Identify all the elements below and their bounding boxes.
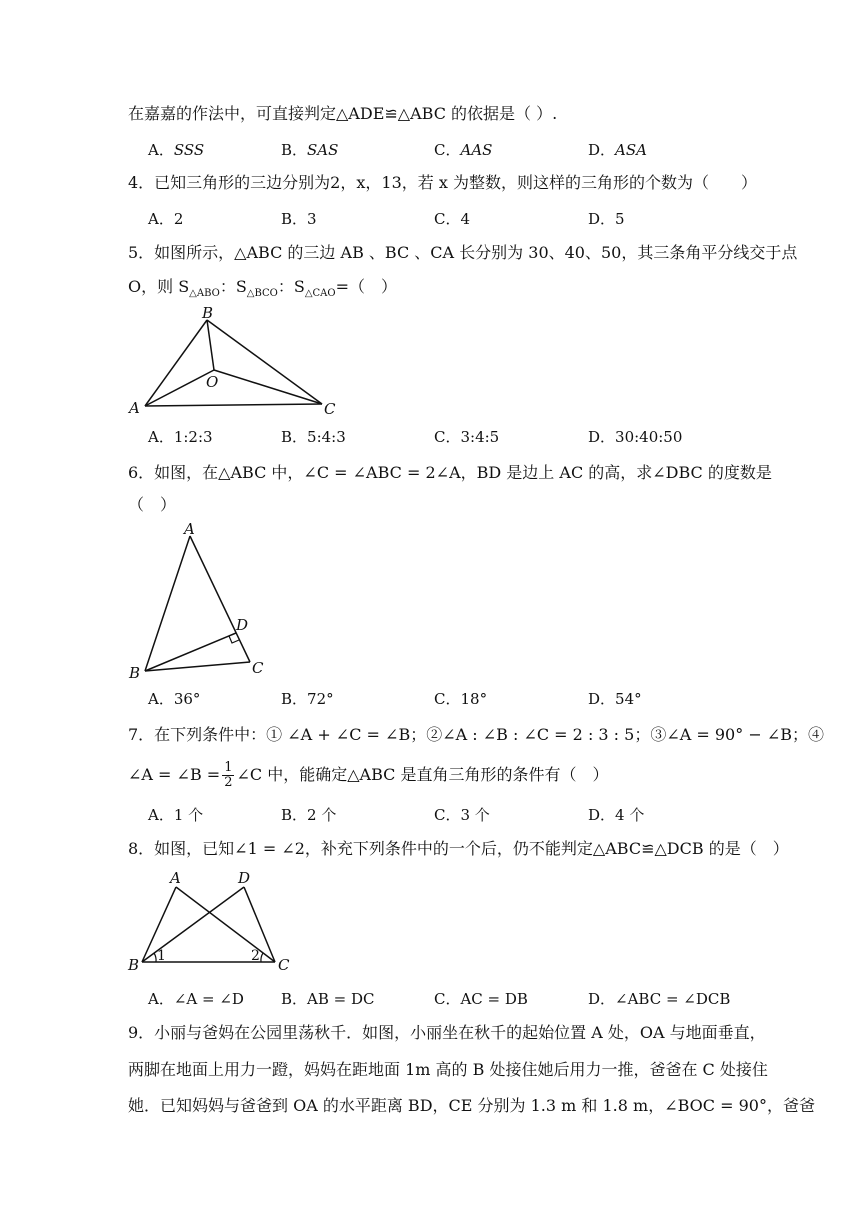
question-7-line-2: ∠A = ∠B = $\frac{1}{2}$ ∠C 中，能确定△ABC 是直角三角形的条件有（ ） — [128, 760, 609, 790]
question-5-line-1: 5．如图所示，△ABC 的三边 AB 、BC 、CA 长分别为 30、40、50，其三条角平分线交于点 — [128, 243, 798, 262]
label-c: C — [252, 659, 264, 677]
question-9-line-3: 她．已知妈妈与爸爸到 OA 的水平距离 BD，CE 分别为 1.3 m 和 1.8 m，∠BOC = 90°，爸爸 — [128, 1096, 815, 1115]
option-a: A．SSS — [148, 141, 205, 159]
side-ab — [145, 536, 190, 671]
label-angle-2: 2 — [251, 948, 260, 964]
option-c: C．3:4:5 — [434, 428, 500, 446]
option-c: C．AAS — [434, 141, 493, 159]
question-6-line-1: 6．如图，在△ABC 中，∠C = ∠ABC = 2∠A，BD 是边上 AC 的高，求∠DBC 的度数是 — [128, 463, 772, 482]
label-o: O — [206, 373, 219, 391]
option-c: C．18° — [434, 690, 488, 708]
question-4-text: 4．已知三角形的三边分别为2，x，13，若 x 为整数，则这样的三角形的个数为（ ） — [128, 173, 757, 192]
option-d: D．∠ABC = ∠DCB — [588, 990, 731, 1008]
option-b: B．72° — [281, 690, 334, 708]
label-d: D — [236, 616, 249, 634]
altitude-bd — [145, 633, 236, 671]
option-c: C．4 — [434, 210, 471, 228]
option-b: B．5:4:3 — [281, 428, 346, 446]
option-b: B．AB = DC — [281, 990, 375, 1008]
option-d: D．4 个 — [588, 806, 645, 824]
label-b: B — [128, 956, 140, 974]
side-bc — [207, 320, 322, 404]
question-8-options — [148, 988, 788, 1010]
option-b: B．SAS — [281, 141, 339, 159]
label-angle-1: 1 — [157, 948, 166, 964]
label-c: C — [324, 400, 336, 418]
intro-question-line: 在嘉嘉的作法中，可直接判定△ADE≌△ABC 的依据是（ ）. — [128, 104, 558, 123]
option-d: D．5 — [588, 210, 625, 228]
question-9-line-1: 9．小丽与爸妈在公园里荡秋千．如图，小丽坐在秋千的起始位置 A 处，OA 与地面垂直， — [128, 1023, 766, 1042]
label-b: B — [129, 664, 141, 682]
question-4-options — [148, 208, 788, 230]
option-d: D．54° — [588, 690, 642, 708]
question-5-options — [148, 426, 788, 448]
fraction-one-half: $\frac{1}{2}$ — [224, 760, 233, 790]
option-a: A．2 — [148, 210, 184, 228]
bisector-co — [214, 370, 322, 404]
bisector-ao — [145, 370, 214, 406]
option-b: B．3 — [281, 210, 317, 228]
question-6-line-2: （ ） — [128, 495, 177, 514]
question-7-line-1: 7．在下列条件中：① ∠A + ∠C = ∠B；②∠A : ∠B : ∠C = 2 : 3 : 5；③∠A = 90° − ∠B；④ — [128, 725, 824, 744]
side-ab — [145, 320, 207, 406]
label-c: C — [278, 956, 290, 974]
option-a: A．∠A = ∠D — [148, 990, 244, 1008]
option-d: D．30:40:50 — [588, 428, 683, 446]
label-a: A — [170, 869, 181, 887]
label-d: D — [238, 869, 251, 887]
option-b: B．2 个 — [281, 806, 337, 824]
triangle-abc-figure-q5 — [120, 300, 360, 420]
option-d: D．ASA — [588, 141, 647, 159]
triangle-abc-figure-q6 — [120, 518, 290, 683]
label-a: A — [129, 399, 140, 417]
label-b: B — [202, 304, 214, 322]
option-c: C．3 个 — [434, 806, 490, 824]
option-a: A．1 个 — [148, 806, 204, 824]
angle-1-arc — [154, 953, 156, 962]
question-5-line-2: O，则 $S_{\triangle ABO}$：$S_{\triangle BCO}$：$S_{\triangle CAO}=$（ ） — [128, 277, 398, 300]
label-a: A — [184, 520, 195, 538]
angle-2-arc — [261, 953, 263, 962]
option-c: C．AC = DB — [434, 990, 528, 1008]
option-a: A．1:2:3 — [148, 428, 213, 446]
bisector-bo — [207, 320, 214, 370]
option-a: A．36° — [148, 690, 201, 708]
question-9-line-2: 两脚在地面上用力一蹬，妈妈在距地面 1m 高的 B 处接住她后用力一推，爸爸在 C 处接住 — [128, 1060, 768, 1079]
question-8-text: 8．如图，已知∠1 = ∠2，补充下列条件中的一个后，仍不能判定△ABC≌△DCB 的是（ ） — [128, 839, 789, 858]
side-ac — [190, 536, 250, 662]
side-bc — [145, 662, 250, 671]
question-7-options — [148, 804, 788, 826]
question-6-options — [148, 688, 788, 710]
intro-options — [148, 139, 788, 161]
triangles-abc-dcb-figure-q8 — [120, 866, 310, 981]
side-ac — [145, 404, 322, 406]
